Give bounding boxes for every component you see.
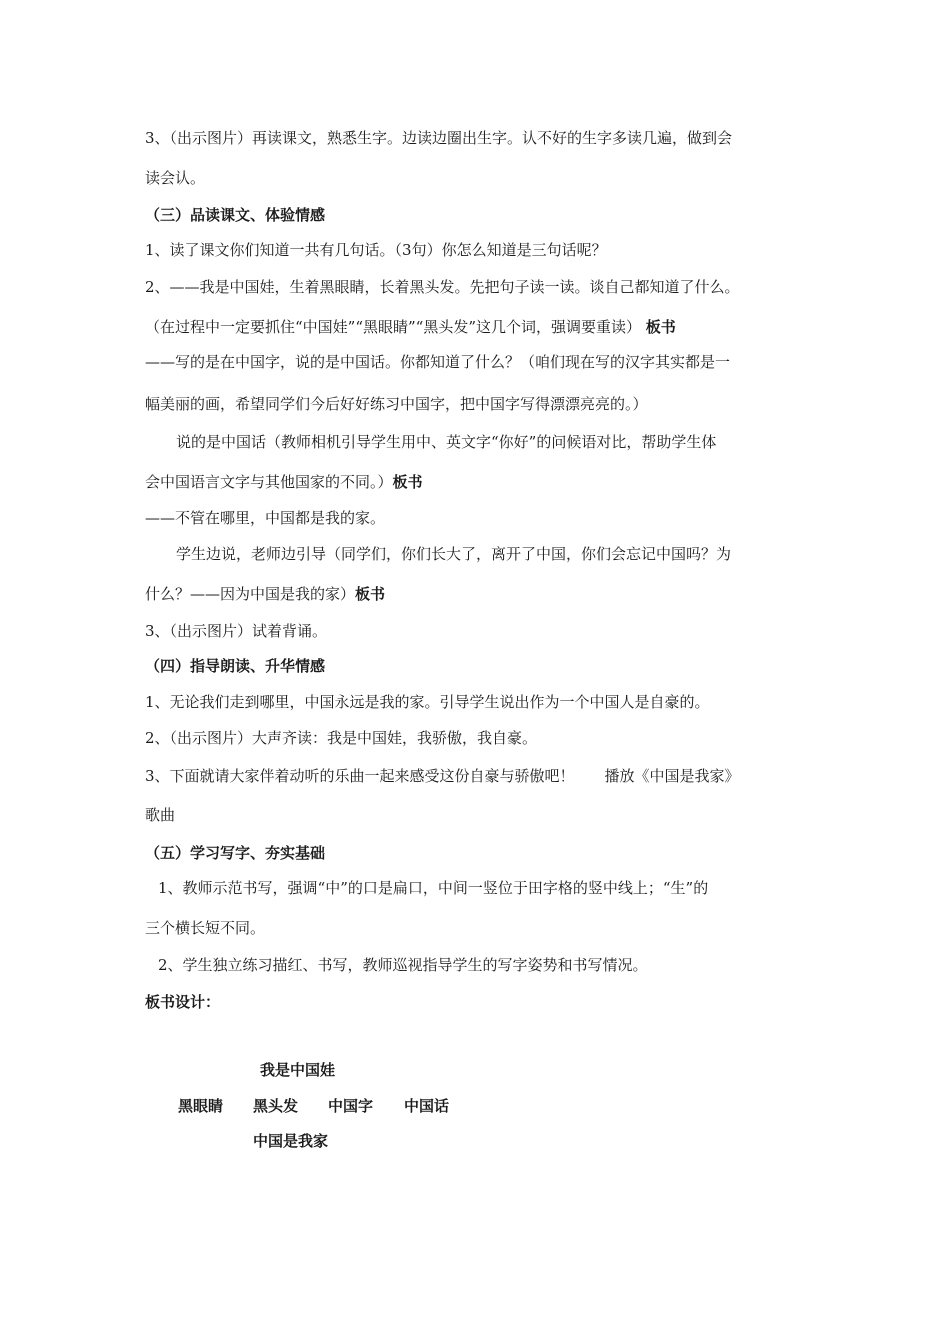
paragraph-line: ——不管在哪里，中国都是我的家。 [145, 509, 386, 527]
paragraph-line: 歌曲 [145, 806, 176, 824]
board-bottom: 中国是我家 [253, 1132, 329, 1150]
paragraph-line: 2、——我是中国娃，生着黑眼睛，长着黑头发。先把句子读一读。谈自己都知道了什么。 [145, 278, 740, 296]
paragraph-line: 三个横长短不同。 [145, 919, 266, 937]
paragraph-line [145, 472, 423, 492]
paragraph-text: 会中国语言文字与其他国家的不同。） [145, 473, 393, 491]
section-heading-5: （五）学习写字、夯实基础 [145, 844, 326, 862]
paragraph-line: 幅美丽的画，希望同学们今后好好练习中国字，把中国字写得漂漂亮亮的。） [145, 395, 648, 413]
paragraph-line: 1、读了课文你们知道一共有几句话。（3句）你怎么知道是三句话呢？ [145, 241, 607, 259]
paragraph-line: 2、（出示图片）大声齐读：我是中国娃，我骄傲，我自豪。 [145, 729, 538, 747]
paragraph-line: 3、（出示图片）试着背诵。 [145, 622, 328, 640]
paragraph-line: 读会认。 [145, 169, 206, 187]
paragraph-line: 2、学生独立练习描红、书写，教师巡视指导学生的写字姿势和书写情况。 [158, 956, 648, 974]
section-heading-3: （三）品读课文、体验情感 [145, 206, 326, 224]
paragraph-line: 3、下面就请大家伴着动听的乐曲一起来感受这份自豪与骄傲吧！ 播放《中国是我家》 [145, 767, 740, 785]
board-title: 我是中国娃 [260, 1061, 336, 1079]
paragraph-text: （在过程中一定要抓住“中国娃”“黑眼睛”“黑头发”这几个词，强调要重读） [145, 318, 642, 336]
paragraph-line: 3、（出示图片）再读课文，熟悉生字。边读边圈出生字。认不好的生字多读几遍，做到会 [145, 129, 733, 147]
section-heading-4: （四）指导朗读、升华情感 [145, 657, 326, 675]
board-word: 中国字 [328, 1097, 374, 1115]
board-note: 板书 [392, 473, 423, 491]
board-note: 板书 [645, 318, 676, 336]
paragraph-line: 说的是中国话（教师相机引导学生用中、英文字“你好”的问候语对比，帮助学生体 [176, 433, 717, 451]
board-word: 中国话 [404, 1097, 450, 1115]
board-word: 黑头发 [253, 1097, 299, 1115]
board-design-heading: 板书设计： [145, 993, 221, 1011]
paragraph-line [145, 584, 385, 604]
paragraph-line: 学生边说，老师边引导（同学们，你们长大了，离开了中国，你们会忘记中国吗？为 [176, 545, 732, 563]
board-note: 板书 [355, 585, 386, 603]
paragraph-line: ——写的是在中国字，说的是中国话。你都知道了什么？（咱们现在写的汉字其实都是一 [145, 353, 731, 371]
paragraph-line: 1、教师示范书写，强调“中”的口是扁口，中间一竖位于田字格的竖中线上；“生”的 [158, 879, 709, 897]
board-word: 黑眼睛 [178, 1097, 224, 1115]
paragraph-line: 1、无论我们走到哪里，中国永远是我的家。引导学生说出作为一个中国人是自豪的。 [145, 693, 710, 711]
paragraph-text: 什么？——因为中国是我的家） [145, 585, 356, 603]
paragraph-line [145, 317, 676, 337]
